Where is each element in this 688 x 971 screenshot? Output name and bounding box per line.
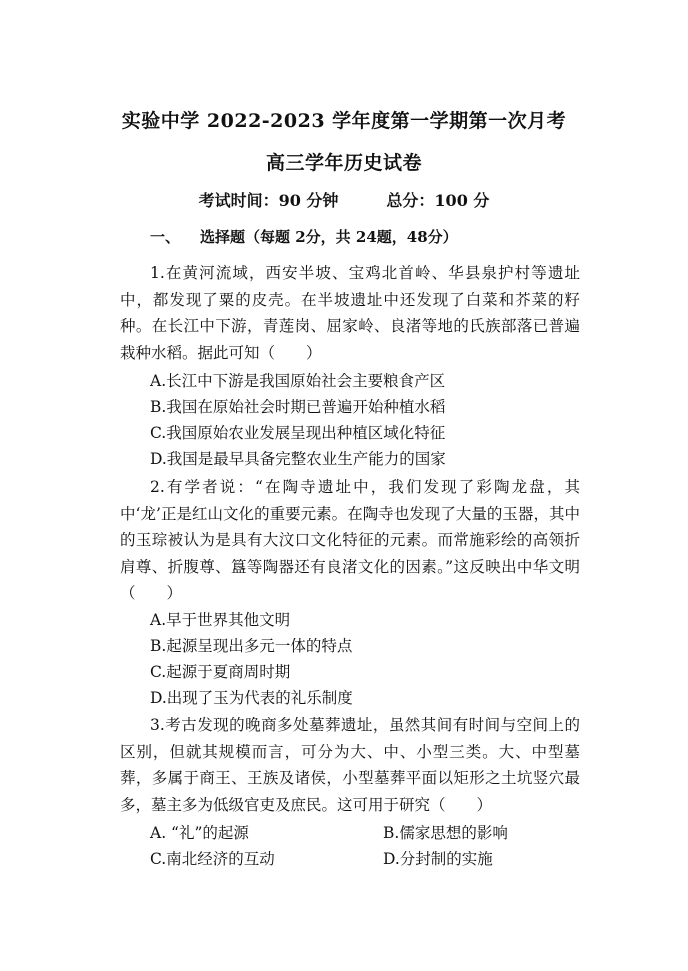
exam-time: 考试时间：90 分钟 (198, 191, 339, 210)
exam-meta (0, 188, 688, 211)
question-3-option-b: B.儒家思想的影响 (383, 824, 508, 842)
question-2-option-c: C.起源于夏商周时期 (150, 663, 291, 681)
exam-subtitle: 高三学年历史试卷 (265, 152, 422, 174)
question-1-option-a: A.长江中下游是我国原始社会主要粮食产区 (150, 372, 446, 390)
section-title: 选择题（每题 2分，共 24题，48分） (200, 228, 458, 246)
question-2-option-b: B.起源呈现出多元一体的特点 (150, 637, 353, 655)
question-1-option-b: B.我国在原始社会时期已普遍开始种植水稻 (150, 398, 446, 416)
section-heading (150, 226, 458, 247)
question-1-stem: 1.在黄河流域，西安半坡、宝鸡北首岭、华县泉护村等遗址中，都发现了粟的皮壳。在半坡遗址中还发现了白菜和芥菜的籽种。在长江中下游，青莲岗、屈家岭、良渚等地的氏族部落已普遍栽种水稻。据此可知（ ） (120, 264, 580, 362)
question-1-option-c: C.我国原始农业发展呈现出种植区域化特征 (150, 424, 446, 442)
question-2-stem: 2.有学者说：“在陶寺遗址中，我们发现了彩陶龙盘，其中‘龙’正是红山文化的重要元素。在陶寺也发现了大量的玉器，其中的玉琮被认为是具有大汶口文化特征的元素。而常施彩绘的高领折肩尊、折腹尊、簋等陶器还有良渚文化的因素。”这反映出中华文明（ ） (120, 478, 580, 602)
question-3-stem: 3.考古发现的晚商多处墓葬遗址，虽然其间有时间与空间上的区别，但就其规模而言，可分为大、中、小型三类。大、中型墓葬，多属于商王、王族及诸侯，小型墓葬平面以矩形之土坑竖穴最多，墓主多为低级官吏及庶民。这可用于研究（ ） (120, 716, 580, 814)
question-3-option-c: C.南北经济的互动 (150, 850, 275, 868)
question-3-option-d: D.分封制的实施 (383, 850, 493, 868)
exam-title: 实验中学 2022-2023 学年度第一学期第一次月考 (121, 110, 567, 132)
question-2-option-d: D.出现了玉为代表的礼乐制度 (150, 689, 353, 707)
question-2-option-a: A.早于世界其他文明 (150, 611, 291, 629)
question-3-option-a: A. “礼”的起源 (150, 824, 249, 842)
exam-score: 总分：100 分 (386, 191, 490, 210)
question-1-option-d: D.我国是最早具备完整农业生产能力的国家 (150, 450, 446, 468)
section-number: 一、 (150, 228, 181, 246)
